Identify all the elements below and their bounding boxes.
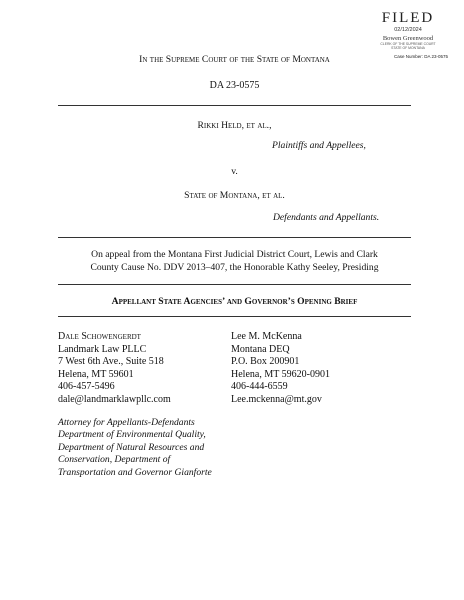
counsel-right-address: P.O. Box 200901 [231, 356, 300, 368]
appellants-name: State of Montana, et al. [184, 190, 285, 201]
counsel-left-phone: 406-457-5496 [58, 381, 115, 393]
divider [58, 284, 411, 285]
counsel-right-phone: 406-444-6559 [231, 381, 288, 393]
counsel-left [58, 331, 171, 407]
court-heading: In the Supreme Court of the State of Montana [139, 54, 330, 65]
appellees-role: Plaintiffs and Appellees, [272, 140, 366, 151]
clerk-title: CLERK OF THE SUPREME COURT [380, 42, 436, 46]
versus: v. [231, 166, 238, 177]
attorney-description-line: Transportation and Governor Gianforte [58, 466, 212, 478]
counsel-right-city: Helena, MT 59620-0901 [231, 368, 330, 380]
case-number: Case Number: DA 23-0575 [393, 54, 448, 59]
counsel-left-address: 7 West 6th Ave., Suite 518 [58, 356, 164, 368]
counsel-right-name: Lee M. McKenna [231, 331, 302, 342]
filed-stamp [368, 10, 448, 59]
attorney-description [58, 417, 212, 479]
counsel-left-firm: Landmark Law PLLC [58, 343, 147, 355]
filed-label: FILED [381, 10, 435, 26]
appellees-name: Rikki Held, et al., [197, 120, 272, 131]
attorney-description-line: Department of Environmental Quality, [58, 429, 206, 441]
brief-title: Appellant State Agencies’ and Governor’s Opening Brief [111, 296, 358, 307]
attorney-description-line: Department of Natural Resources and [58, 441, 205, 453]
attorney-description-line: Conservation, Department of [58, 454, 171, 466]
appeal-line-1: On appeal from the Montana First Judicial District Court, Lewis and Clark [91, 249, 378, 260]
attorney-description-line: Attorney for Appellants-Defendants [58, 417, 195, 428]
counsel-right-firm: Montana DEQ [231, 343, 290, 355]
counsel-right [231, 331, 330, 407]
divider [58, 105, 411, 106]
clerk-state: STATE OF MONTANA [391, 46, 425, 50]
filed-date: 02/12/2024 [394, 27, 422, 33]
appellants-role: Defendants and Appellants. [273, 212, 380, 223]
counsel-left-city: Helena, MT 59601 [58, 368, 134, 380]
appeal-line-2: County Cause No. DDV 2013–407, the Honorable Kathy Seeley, Presiding [90, 262, 379, 273]
divider [58, 237, 411, 238]
docket-number: DA 23-0575 [209, 80, 260, 91]
counsel-left-name: Dale Schowengerdt [58, 331, 141, 342]
clerk-name: Bowen Greenwood [382, 35, 434, 42]
counsel-left-email: dale@landmarklawpllc.com [58, 393, 171, 405]
divider [58, 316, 411, 317]
counsel-right-email: Lee.mckenna@mt.gov [231, 393, 322, 405]
